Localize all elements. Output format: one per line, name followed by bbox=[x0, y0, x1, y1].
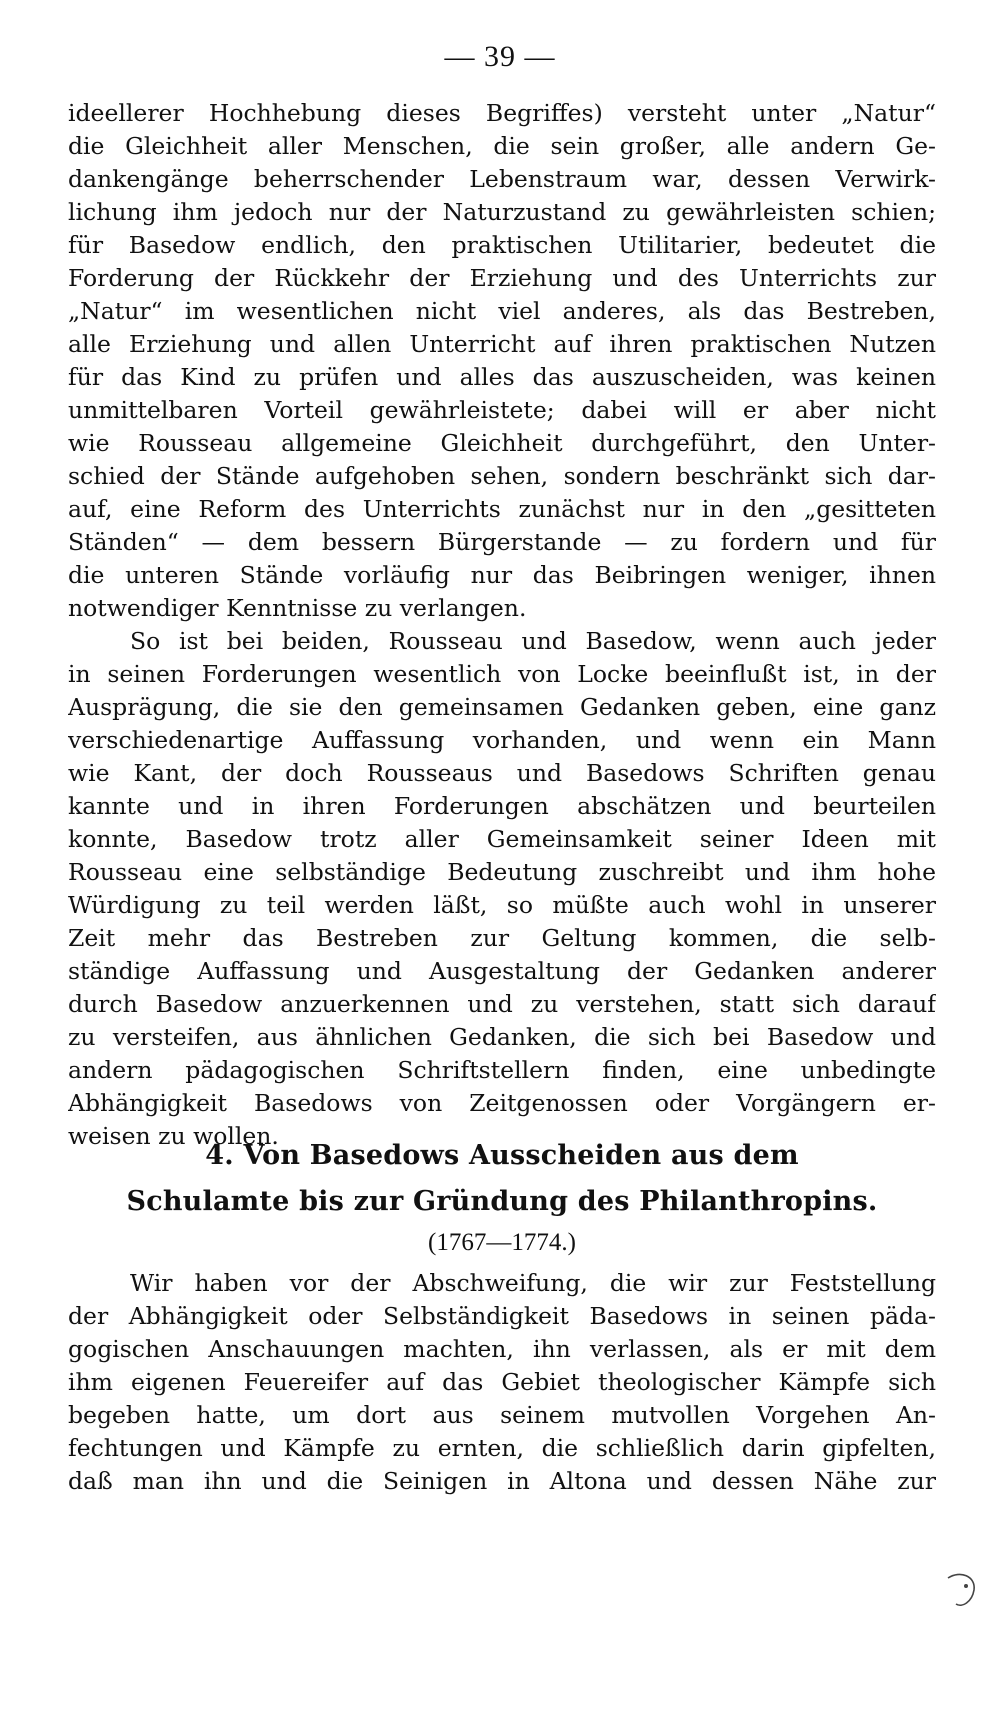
text-line: daß man ihn und die Seinigen in Altona und dessen Nähe zur bbox=[68, 1467, 936, 1495]
text-line: der Abhängigkeit oder Selbständigkeit Basedows in seinen päda- bbox=[68, 1302, 936, 1330]
text-line: wie Kant, der doch Rousseaus und Basedows Schriften genau bbox=[68, 759, 936, 787]
text-line: kannte und in ihren Forderungen abschätzen und beurteilen bbox=[68, 792, 936, 820]
heading-date-range: (1767—1774.) bbox=[428, 1229, 576, 1256]
paragraphs-bottom bbox=[68, 1267, 936, 1498]
text-line: die Gleichheit aller Menschen, die sein großer, alle andern Ge- bbox=[68, 132, 936, 160]
text-line: durch Basedow anzuerkennen und zu verstehen, statt sich darauf bbox=[68, 990, 936, 1018]
paragraphs-top bbox=[68, 97, 936, 1153]
text-line: alle Erziehung und allen Unterricht auf ihren praktischen Nutzen bbox=[68, 330, 936, 358]
heading-line-1: 4. Von Basedows Ausscheiden aus dem bbox=[205, 1140, 799, 1171]
text-line: Zeit mehr das Bestreben zur Geltung kommen, die selb- bbox=[68, 924, 936, 952]
text-line: Wir haben vor der Abschweifung, die wir zur Feststellung bbox=[130, 1269, 936, 1297]
section-heading bbox=[68, 1133, 936, 1261]
text-line: fechtungen und Kämpfe zu ernten, die schließlich darin gipfelten, bbox=[68, 1434, 936, 1462]
text-line: unmittelbaren Vorteil gewährleistete; dabei will er aber nicht bbox=[68, 396, 936, 424]
text-line: auf, eine Reform des Unterrichts zunächst nur in den „gesitteten bbox=[68, 495, 936, 523]
text-line: Würdigung zu teil werden läßt, so müßte auch wohl in unserer bbox=[68, 891, 936, 919]
margin-pencil-mark bbox=[940, 1568, 982, 1614]
text-line: lichung ihm jedoch nur der Naturzustand zu gewährleisten schien; bbox=[68, 198, 936, 226]
text-line: Ständen“ — dem bessern Bürgerstande — zu fordern und für bbox=[68, 528, 936, 556]
text-line: zu versteifen, aus ähnlichen Gedanken, die sich bei Basedow und bbox=[68, 1023, 936, 1051]
text-line: die unteren Stände vorläufig nur das Beibringen weniger, ihnen bbox=[68, 561, 936, 589]
text-line: Abhängigkeit Basedows von Zeitgenossen oder Vorgängern er- bbox=[68, 1089, 936, 1117]
text-line: wie Rousseau allgemeine Gleichheit durchgeführt, den Unter- bbox=[68, 429, 936, 457]
text-line: Forderung der Rückkehr der Erziehung und des Unterrichts zur bbox=[68, 264, 936, 292]
text-line: andern pädagogischen Schriftstellern finden, eine unbedingte bbox=[68, 1056, 936, 1084]
text-line: ständige Auffassung und Ausgestaltung der Gedanken anderer bbox=[68, 957, 936, 985]
text-line: So ist bei beiden, Rousseau und Basedow, wenn auch jeder bbox=[130, 627, 936, 655]
text-line: konnte, Basedow trotz aller Gemeinsamkeit seiner Ideen mit bbox=[68, 825, 936, 853]
text-line: notwendiger Kenntnisse zu verlangen. bbox=[68, 594, 527, 622]
text-line: in seinen Forderungen wesentlich von Locke beeinflußt ist, in der bbox=[68, 660, 936, 688]
page-number: — 39 — bbox=[444, 40, 556, 73]
text-line: verschiedenartige Auffassung vorhanden, und wenn ein Mann bbox=[68, 726, 936, 754]
text-line: für Basedow endlich, den praktischen Utilitarier, bedeutet die bbox=[68, 231, 936, 259]
text-line: ihm eigenen Feuereifer auf das Gebiet theologischer Kämpfe sich bbox=[68, 1368, 936, 1396]
text-line: für das Kind zu prüfen und alles das auszuscheiden, was keinen bbox=[68, 363, 936, 391]
text-line: begeben hatte, um dort aus seinem mutvollen Vorgehen An- bbox=[68, 1401, 936, 1429]
text-line: weisen zu wollen. bbox=[68, 1122, 279, 1150]
text-line: schied der Stände aufgehoben sehen, sondern beschränkt sich dar- bbox=[68, 462, 936, 490]
text-line: „Natur“ im wesentlichen nicht viel anderes, als das Bestreben, bbox=[68, 297, 936, 325]
text-line: dankengänge beherrschender Lebenstraum war, dessen Verwirk- bbox=[68, 165, 936, 193]
text-line: gogischen Anschauungen machten, ihn verlassen, als er mit dem bbox=[68, 1335, 936, 1363]
text-line: Ausprägung, die sie den gemeinsamen Gedanken geben, eine ganz bbox=[68, 693, 936, 721]
text-line: Rousseau eine selbständige Bedeutung zuschreibt und ihm hohe bbox=[68, 858, 936, 886]
heading-line-2: Schulamte bis zur Gründung des Philanthropins. bbox=[126, 1186, 878, 1217]
text-line: ideellerer Hochhebung dieses Begriffes) versteht unter „Natur“ bbox=[68, 99, 936, 127]
